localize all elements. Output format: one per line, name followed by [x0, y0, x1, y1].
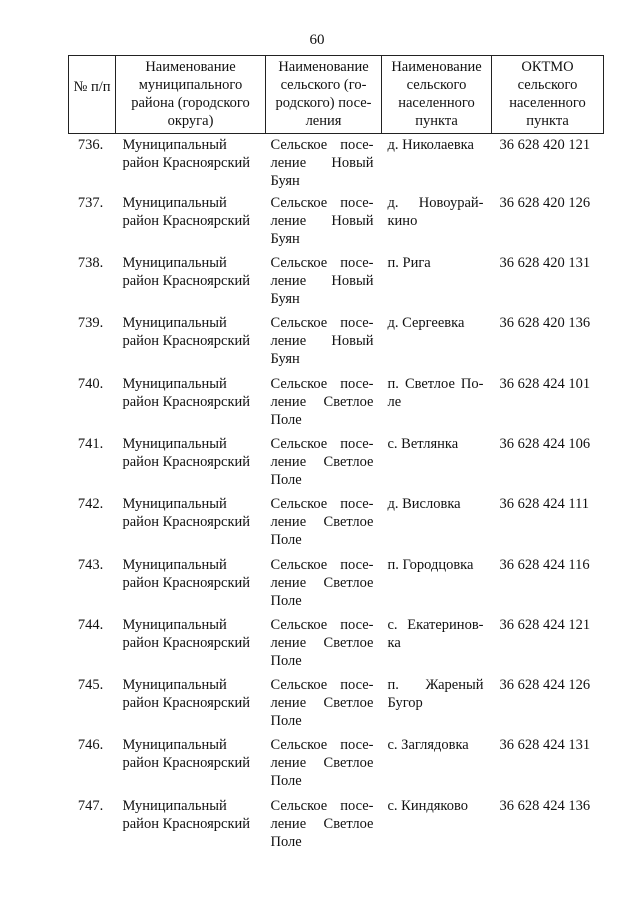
settlement-name: Сельское посе-ление Светлое Поле	[270, 797, 374, 850]
table-row	[69, 736, 604, 796]
oktmo-code: 36 628 424 111	[499, 496, 590, 513]
locality-name: с. Ветлянка	[387, 435, 459, 452]
table-row	[69, 495, 604, 555]
row-number: 742.	[77, 496, 104, 513]
header-district: Наименование муниципального района (городского округа)	[116, 56, 266, 134]
district-name: Муниципальный район Красноярский	[122, 194, 251, 229]
row-number: 737.	[77, 194, 104, 211]
table-row	[69, 134, 604, 194]
locality-name: с. Киндяково	[387, 797, 468, 814]
settlement-name: Сельское посе-ление Новый Буян	[270, 137, 374, 189]
row-number: 747.	[77, 797, 104, 814]
locality-name: с. Екатеринов-ка	[387, 616, 484, 651]
table-row	[69, 375, 604, 435]
district-name: Муниципальный район Красноярский	[122, 797, 251, 832]
table-row	[69, 676, 604, 736]
locality-name: д. Сергеевка	[387, 315, 465, 332]
settlement-name: Сельское посе-ление Светлое Поле	[270, 556, 374, 609]
district-name: Муниципальный район Красноярский	[122, 496, 251, 531]
oktmo-code: 36 628 420 126	[499, 194, 591, 211]
locality-name: п. Жареный Бугор	[387, 677, 484, 712]
settlement-name: Сельское посе-ление Светлое Поле	[270, 435, 374, 488]
settlements-table	[68, 55, 604, 857]
table-row	[69, 556, 604, 616]
district-name: Муниципальный район Красноярский	[122, 556, 251, 591]
row-number: 745.	[77, 677, 104, 694]
oktmo-code: 36 628 420 131	[499, 255, 591, 272]
locality-name: д. Николаевка	[387, 137, 474, 153]
settlement-name: Сельское посе-ление Светлое Поле	[270, 616, 374, 669]
district-name: Муниципальный район Красноярский	[122, 616, 251, 651]
table-row	[69, 254, 604, 314]
locality-name: с. Заглядовка	[387, 737, 469, 754]
oktmo-code: 36 628 424 136	[499, 797, 591, 814]
page-number: 60	[309, 32, 325, 48]
oktmo-code: 36 628 424 126	[499, 677, 591, 694]
oktmo-code: 36 628 424 121	[499, 616, 591, 633]
row-number: 741.	[77, 435, 104, 452]
row-number: 739.	[77, 315, 104, 332]
locality-name: д. Висловка	[387, 496, 461, 513]
settlement-name: Сельское посе-ление Светлое Поле	[270, 737, 374, 790]
row-number: 740.	[77, 375, 104, 392]
row-number: 746.	[77, 737, 104, 754]
table-header-row	[69, 56, 604, 134]
table-row	[69, 314, 604, 374]
oktmo-code: 36 628 424 106	[499, 435, 591, 452]
settlement-name: Сельское посе-ление Светлое Поле	[270, 677, 374, 730]
locality-name: п. Рига	[387, 255, 431, 272]
settlement-name: Сельское посе-ление Новый Буян	[270, 194, 374, 247]
table-body	[69, 134, 604, 858]
table-row	[69, 797, 604, 857]
table-row	[69, 435, 604, 495]
oktmo-code: 36 628 424 131	[499, 737, 591, 754]
locality-name: д. Новоурай-кино	[387, 194, 484, 229]
header-num: № п/п	[69, 56, 116, 134]
oktmo-code: 36 628 420 121	[499, 137, 591, 153]
header-settlement: Наименование сельского (го-родского) посе-ления	[266, 56, 382, 134]
oktmo-code: 36 628 424 101	[499, 375, 591, 392]
header-locality: Наименование сельского населенного пункта	[382, 56, 492, 134]
table-row	[69, 194, 604, 254]
row-number: 743.	[77, 556, 104, 573]
oktmo-code: 36 628 420 136	[499, 315, 591, 332]
district-name: Муниципальный район Красноярский	[122, 737, 251, 772]
district-name: Муниципальный район Красноярский	[122, 255, 251, 290]
table-row	[69, 616, 604, 676]
locality-name: п. Светлое По-ле	[387, 375, 484, 410]
row-number: 738.	[77, 255, 104, 272]
district-name: Муниципальный район Красноярский	[122, 435, 251, 470]
settlement-name: Сельское посе-ление Новый Буян	[270, 315, 374, 368]
district-name: Муниципальный район Красноярский	[122, 375, 251, 410]
locality-name: п. Городцовка	[387, 556, 474, 573]
row-number: 736.	[77, 137, 104, 153]
district-name: Муниципальный район Красноярский	[122, 315, 251, 350]
settlement-name: Сельское посе-ление Светлое Поле	[270, 375, 374, 428]
row-number: 744.	[77, 616, 104, 633]
oktmo-code: 36 628 424 116	[499, 556, 590, 573]
district-name: Муниципальный район Красноярский	[122, 677, 251, 712]
header-oktmo: ОКТМО сельского населенного пункта	[492, 56, 604, 134]
settlement-name: Сельское посе-ление Светлое Поле	[270, 496, 374, 549]
district-name: Муниципальный район Красноярский	[122, 137, 251, 171]
settlement-name: Сельское посе-ление Новый Буян	[270, 255, 374, 308]
